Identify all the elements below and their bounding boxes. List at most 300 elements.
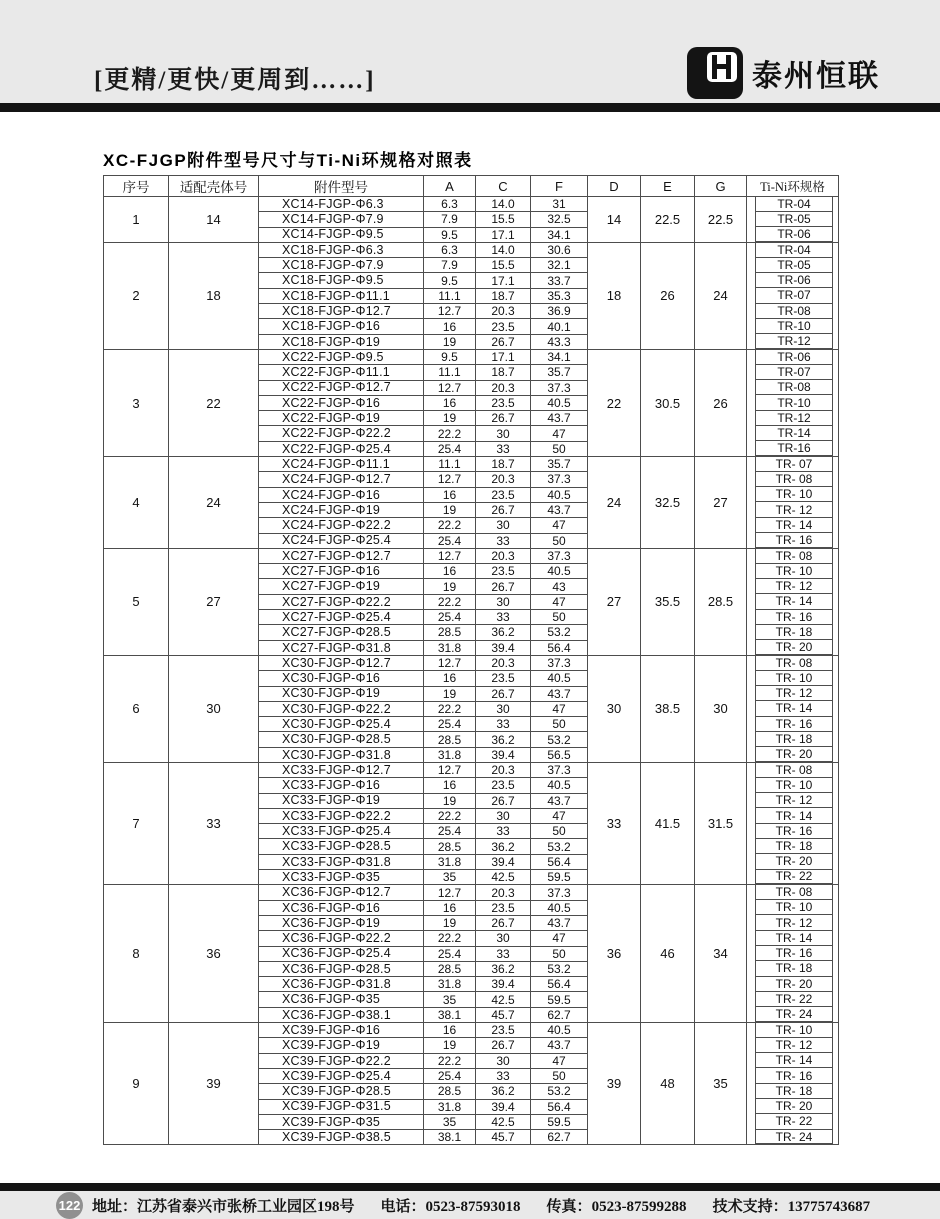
cell-dim-d: 22	[588, 349, 641, 456]
cell-dim-f: 37.3	[531, 548, 588, 563]
cell-tini-ring-spec	[747, 304, 839, 319]
cell-dim-d: 24	[588, 457, 641, 549]
cell-model: XC33-FJGP-Φ22.2	[259, 808, 424, 823]
cell-dim-c: 39.4	[476, 977, 531, 992]
tini-ring-spec-box: TR- 08	[755, 763, 833, 778]
cell-dim-c: 20.3	[476, 304, 531, 319]
cell-tini-ring-spec	[747, 380, 839, 395]
brand-name: 泰州恒联	[752, 60, 880, 93]
tini-ring-spec-box: TR- 10	[755, 778, 833, 793]
cell-dim-f: 43.7	[531, 411, 588, 426]
tini-ring-spec-box: TR- 24	[755, 1007, 833, 1022]
cell-dim-g: 22.5	[695, 197, 747, 243]
tini-ring-spec-box: TR- 14	[755, 1053, 833, 1068]
cell-dim-c: 30	[476, 1053, 531, 1068]
table-row	[104, 548, 839, 563]
cell-model: XC18-FJGP-Φ16	[259, 319, 424, 334]
cell-dim-f: 50	[531, 1068, 588, 1083]
cell-model: XC24-FJGP-Φ25.4	[259, 533, 424, 548]
cell-dim-c: 23.5	[476, 487, 531, 502]
cell-dim-a: 16	[424, 319, 476, 334]
cell-model: XC24-FJGP-Φ16	[259, 487, 424, 502]
cell-tini-ring-spec	[747, 625, 839, 640]
cell-dim-f: 47	[531, 931, 588, 946]
cell-model: XC30-FJGP-Φ16	[259, 671, 424, 686]
cell-dim-a: 28.5	[424, 732, 476, 747]
spec-table	[103, 175, 839, 1145]
cell-dim-a: 25.4	[424, 717, 476, 732]
cell-dim-a: 35	[424, 992, 476, 1007]
tini-ring-spec-box: TR- 18	[755, 1084, 833, 1099]
footer-item-label: 传真：	[546, 1198, 592, 1215]
cell-dim-c: 15.5	[476, 258, 531, 273]
cell-dim-a: 19	[424, 502, 476, 517]
cell-model: XC36-FJGP-Φ25.4	[259, 946, 424, 961]
cell-dim-a: 19	[424, 334, 476, 349]
cell-tini-ring-spec	[747, 365, 839, 380]
cell-dim-a: 22.2	[424, 931, 476, 946]
cell-dim-f: 33.7	[531, 273, 588, 288]
cell-dim-a: 28.5	[424, 839, 476, 854]
tini-ring-spec-box: TR- 08	[755, 885, 833, 900]
cell-dim-f: 62.7	[531, 1130, 588, 1145]
tini-ring-spec-box: TR- 16	[755, 717, 833, 732]
cell-dim-c: 33	[476, 824, 531, 839]
header-slogan: [更精/更快/更周到……]	[94, 67, 376, 94]
cell-tini-ring-spec	[747, 762, 839, 777]
cell-dim-c: 26.7	[476, 793, 531, 808]
cell-model: XC18-FJGP-Φ6.3	[259, 242, 424, 257]
cell-group-no: 5	[104, 548, 169, 655]
cell-dim-e: 41.5	[641, 762, 695, 884]
cell-dim-a: 9.5	[424, 349, 476, 364]
cell-dim-f: 37.3	[531, 762, 588, 777]
cell-dim-d: 39	[588, 1023, 641, 1145]
cell-model: XC36-FJGP-Φ19	[259, 915, 424, 930]
footer-item	[547, 1199, 687, 1215]
tini-ring-spec-box: TR-05	[755, 258, 833, 273]
cell-shell-no: 18	[169, 242, 259, 349]
tini-ring-spec-box: TR-10	[755, 395, 833, 410]
cell-dim-f: 50	[531, 533, 588, 548]
cell-model: XC39-FJGP-Φ22.2	[259, 1053, 424, 1068]
cell-tini-ring-spec	[747, 1023, 839, 1038]
tini-ring-spec-box: TR- 10	[755, 487, 833, 502]
cell-tini-ring-spec	[747, 472, 839, 487]
cell-dim-f: 47	[531, 1053, 588, 1068]
cell-tini-ring-spec	[747, 885, 839, 900]
cell-tini-ring-spec	[747, 977, 839, 992]
header-divider	[0, 103, 940, 112]
footer-item-value: 0523-87593018	[425, 1198, 521, 1215]
tini-ring-spec-box: TR-12	[755, 334, 833, 349]
cell-dim-a: 19	[424, 579, 476, 594]
cell-dim-c: 33	[476, 946, 531, 961]
cell-dim-f: 53.2	[531, 732, 588, 747]
cell-dim-f: 40.5	[531, 900, 588, 915]
cell-dim-g: 27	[695, 457, 747, 549]
cell-model: XC30-FJGP-Φ19	[259, 686, 424, 701]
cell-dim-d: 33	[588, 762, 641, 884]
spec-table-head	[104, 176, 839, 197]
footer-item-label: 电话：	[380, 1198, 426, 1215]
cell-dim-a: 25.4	[424, 1068, 476, 1083]
table-row	[104, 762, 839, 777]
tini-ring-spec-box: TR- 18	[755, 961, 833, 976]
tini-ring-spec-box: TR- 14	[755, 518, 833, 533]
cell-dim-a: 16	[424, 564, 476, 579]
cell-model: XC39-FJGP-Φ25.4	[259, 1068, 424, 1083]
cell-dim-g: 34	[695, 885, 747, 1023]
cell-dim-e: 38.5	[641, 655, 695, 762]
column-header: 适配壳体号	[169, 176, 259, 197]
cell-dim-c: 20.3	[476, 885, 531, 900]
cell-dim-a: 16	[424, 487, 476, 502]
page-title: XC-FJGP附件型号尺寸与Ti-Ni环规格对照表	[103, 151, 473, 170]
table-row	[104, 457, 839, 472]
tini-ring-spec-box: TR-04	[755, 243, 833, 258]
cell-dim-d: 30	[588, 655, 641, 762]
cell-dim-c: 26.7	[476, 334, 531, 349]
tini-ring-spec-box: TR-10	[755, 319, 833, 334]
cell-dim-a: 12.7	[424, 548, 476, 563]
cell-dim-e: 30.5	[641, 349, 695, 456]
cell-dim-c: 26.7	[476, 1038, 531, 1053]
tini-ring-spec-box: TR- 16	[755, 946, 833, 961]
cell-dim-f: 62.7	[531, 1007, 588, 1022]
tini-ring-spec-box: TR-04	[755, 197, 833, 212]
cell-dim-f: 40.5	[531, 395, 588, 410]
cell-dim-e: 32.5	[641, 457, 695, 549]
tini-ring-spec-box: TR- 20	[755, 640, 833, 655]
cell-group-no: 8	[104, 885, 169, 1023]
cell-dim-c: 42.5	[476, 992, 531, 1007]
cell-dim-c: 36.2	[476, 961, 531, 976]
cell-dim-f: 43.3	[531, 334, 588, 349]
cell-dim-c: 36.2	[476, 1084, 531, 1099]
cell-model: XC14-FJGP-Φ9.5	[259, 227, 424, 242]
cell-dim-c: 17.1	[476, 273, 531, 288]
cell-model: XC30-FJGP-Φ28.5	[259, 732, 424, 747]
cell-shell-no: 27	[169, 548, 259, 655]
cell-group-no: 9	[104, 1023, 169, 1145]
cell-dim-a: 16	[424, 778, 476, 793]
tini-ring-spec-box: TR- 16	[755, 1068, 833, 1083]
cell-model: XC18-FJGP-Φ19	[259, 334, 424, 349]
cell-dim-c: 36.2	[476, 732, 531, 747]
cell-dim-a: 25.4	[424, 946, 476, 961]
cell-tini-ring-spec	[747, 1099, 839, 1114]
cell-tini-ring-spec	[747, 640, 839, 655]
cell-model: XC22-FJGP-Φ19	[259, 411, 424, 426]
cell-dim-c: 30	[476, 808, 531, 823]
cell-dim-c: 33	[476, 1068, 531, 1083]
cell-model: XC27-FJGP-Φ28.5	[259, 625, 424, 640]
cell-model: XC30-FJGP-Φ31.8	[259, 747, 424, 762]
cell-dim-c: 30	[476, 518, 531, 533]
cell-dim-f: 47	[531, 426, 588, 441]
footer-contact	[92, 1195, 896, 1216]
tini-ring-spec-box: TR-14	[755, 426, 833, 441]
tini-ring-spec-box: TR- 12	[755, 686, 833, 701]
cell-model: XC36-FJGP-Φ12.7	[259, 885, 424, 900]
tini-ring-spec-box: TR- 20	[755, 747, 833, 762]
cell-dim-f: 59.5	[531, 1114, 588, 1129]
cell-model: XC33-FJGP-Φ16	[259, 778, 424, 793]
cell-dim-f: 31	[531, 197, 588, 212]
cell-dim-f: 37.3	[531, 380, 588, 395]
cell-dim-c: 36.2	[476, 839, 531, 854]
footer-item	[381, 1199, 521, 1215]
tini-ring-spec-box: TR-06	[755, 227, 833, 242]
tini-ring-spec-box: TR- 20	[755, 977, 833, 992]
cell-model: XC27-FJGP-Φ16	[259, 564, 424, 579]
cell-dim-c: 18.7	[476, 457, 531, 472]
cell-tini-ring-spec	[747, 961, 839, 976]
cell-dim-c: 26.7	[476, 686, 531, 701]
cell-dim-c: 42.5	[476, 1114, 531, 1129]
cell-tini-ring-spec	[747, 411, 839, 426]
tini-ring-spec-box: TR-16	[755, 441, 833, 456]
brand-block	[687, 47, 880, 99]
cell-model: XC33-FJGP-Φ28.5	[259, 839, 424, 854]
cell-tini-ring-spec	[747, 854, 839, 869]
cell-shell-no: 36	[169, 885, 259, 1023]
cell-tini-ring-spec	[747, 824, 839, 839]
column-header: 序号	[104, 176, 169, 197]
cell-tini-ring-spec	[747, 197, 839, 212]
cell-dim-d: 14	[588, 197, 641, 243]
cell-dim-c: 17.1	[476, 227, 531, 242]
tini-ring-spec-box: TR- 18	[755, 839, 833, 854]
footer-divider	[0, 1183, 940, 1191]
cell-dim-a: 31.8	[424, 640, 476, 655]
cell-dim-a: 12.7	[424, 655, 476, 670]
cell-dim-e: 46	[641, 885, 695, 1023]
table-row	[104, 197, 839, 212]
cell-model: XC18-FJGP-Φ11.1	[259, 288, 424, 303]
cell-dim-c: 45.7	[476, 1007, 531, 1022]
cell-dim-c: 39.4	[476, 640, 531, 655]
cell-dim-f: 50	[531, 824, 588, 839]
cell-model: XC39-FJGP-Φ35	[259, 1114, 424, 1129]
cell-dim-d: 18	[588, 242, 641, 349]
cell-dim-a: 22.2	[424, 808, 476, 823]
footer-item-label: 技术支持：	[712, 1198, 788, 1215]
cell-dim-f: 43.7	[531, 502, 588, 517]
cell-dim-f: 59.5	[531, 870, 588, 885]
tini-ring-spec-box: TR- 20	[755, 854, 833, 869]
cell-dim-f: 34.1	[531, 227, 588, 242]
cell-tini-ring-spec	[747, 395, 839, 410]
cell-dim-f: 35.7	[531, 457, 588, 472]
cell-tini-ring-spec	[747, 1068, 839, 1083]
cell-dim-a: 28.5	[424, 961, 476, 976]
cell-dim-a: 12.7	[424, 380, 476, 395]
cell-tini-ring-spec	[747, 441, 839, 456]
cell-model: XC30-FJGP-Φ22.2	[259, 701, 424, 716]
cell-model: XC22-FJGP-Φ25.4	[259, 441, 424, 456]
cell-tini-ring-spec	[747, 242, 839, 257]
cell-dim-c: 18.7	[476, 365, 531, 380]
cell-dim-a: 38.1	[424, 1007, 476, 1022]
tini-ring-spec-box: TR- 18	[755, 625, 833, 640]
cell-dim-f: 43.7	[531, 793, 588, 808]
cell-model: XC14-FJGP-Φ7.9	[259, 212, 424, 227]
cell-dim-c: 23.5	[476, 564, 531, 579]
cell-dim-f: 40.5	[531, 671, 588, 686]
cell-dim-a: 31.8	[424, 747, 476, 762]
column-header: D	[588, 176, 641, 197]
cell-dim-f: 32.1	[531, 258, 588, 273]
column-header: Ti-Ni环规格	[747, 176, 839, 197]
cell-dim-f: 47	[531, 808, 588, 823]
tini-ring-spec-box: TR-08	[755, 304, 833, 319]
cell-tini-ring-spec	[747, 457, 839, 472]
table-row	[104, 242, 839, 257]
cell-tini-ring-spec	[747, 1114, 839, 1129]
cell-tini-ring-spec	[747, 732, 839, 747]
cell-dim-c: 23.5	[476, 778, 531, 793]
cell-model: XC27-FJGP-Φ12.7	[259, 548, 424, 563]
cell-dim-g: 30	[695, 655, 747, 762]
cell-dim-a: 7.9	[424, 258, 476, 273]
cell-dim-c: 23.5	[476, 1023, 531, 1038]
cell-dim-c: 39.4	[476, 854, 531, 869]
cell-dim-a: 35	[424, 1114, 476, 1129]
cell-dim-d: 27	[588, 548, 641, 655]
table-row	[104, 655, 839, 670]
cell-dim-f: 40.5	[531, 564, 588, 579]
cell-dim-c: 30	[476, 426, 531, 441]
cell-tini-ring-spec	[747, 717, 839, 732]
cell-model: XC22-FJGP-Φ16	[259, 395, 424, 410]
cell-tini-ring-spec	[747, 701, 839, 716]
cell-tini-ring-spec	[747, 1038, 839, 1053]
cell-model: XC27-FJGP-Φ19	[259, 579, 424, 594]
cell-dim-c: 20.3	[476, 762, 531, 777]
cell-dim-a: 28.5	[424, 1084, 476, 1099]
tini-ring-spec-box: TR- 10	[755, 1023, 833, 1038]
cell-dim-c: 14.0	[476, 197, 531, 212]
cell-dim-c: 23.5	[476, 395, 531, 410]
cell-model: XC27-FJGP-Φ22.2	[259, 594, 424, 609]
cell-dim-a: 16	[424, 1023, 476, 1038]
cell-tini-ring-spec	[747, 1053, 839, 1068]
cell-tini-ring-spec	[747, 686, 839, 701]
cell-tini-ring-spec	[747, 579, 839, 594]
cell-tini-ring-spec	[747, 533, 839, 548]
tini-ring-spec-box: TR- 12	[755, 502, 833, 517]
cell-dim-f: 35.7	[531, 365, 588, 380]
cell-dim-f: 43	[531, 579, 588, 594]
cell-dim-c: 20.3	[476, 380, 531, 395]
cell-dim-c: 36.2	[476, 625, 531, 640]
cell-model: XC39-FJGP-Φ31.5	[259, 1099, 424, 1114]
table-row	[104, 1023, 839, 1038]
cell-dim-a: 25.4	[424, 441, 476, 456]
cell-dim-f: 36.9	[531, 304, 588, 319]
cell-dim-a: 19	[424, 915, 476, 930]
tini-ring-spec-box: TR-05	[755, 212, 833, 227]
cell-dim-e: 48	[641, 1023, 695, 1145]
cell-dim-f: 43.7	[531, 915, 588, 930]
cell-tini-ring-spec	[747, 931, 839, 946]
cell-model: XC33-FJGP-Φ12.7	[259, 762, 424, 777]
cell-tini-ring-spec	[747, 548, 839, 563]
cell-dim-f: 37.3	[531, 472, 588, 487]
cell-tini-ring-spec	[747, 946, 839, 961]
cell-model: XC30-FJGP-Φ25.4	[259, 717, 424, 732]
cell-dim-f: 53.2	[531, 839, 588, 854]
cell-model: XC24-FJGP-Φ19	[259, 502, 424, 517]
cell-dim-a: 31.8	[424, 854, 476, 869]
tini-ring-spec-box: TR- 08	[755, 472, 833, 487]
page-header	[0, 0, 940, 103]
footer-item-value: 0523-87599288	[591, 1198, 687, 1215]
cell-group-no: 2	[104, 242, 169, 349]
cell-dim-f: 56.4	[531, 640, 588, 655]
cell-dim-g: 28.5	[695, 548, 747, 655]
tini-ring-spec-box: TR- 22	[755, 1114, 833, 1129]
cell-dim-c: 45.7	[476, 1130, 531, 1145]
cell-dim-c: 20.3	[476, 655, 531, 670]
cell-dim-a: 31.8	[424, 977, 476, 992]
cell-model: XC22-FJGP-Φ22.2	[259, 426, 424, 441]
cell-shell-no: 33	[169, 762, 259, 884]
page-number-badge: 122	[56, 1192, 83, 1219]
cell-dim-e: 35.5	[641, 548, 695, 655]
tini-ring-spec-box: TR- 12	[755, 1038, 833, 1053]
cell-model: XC33-FJGP-Φ25.4	[259, 824, 424, 839]
tini-ring-spec-box: TR-07	[755, 365, 833, 380]
cell-tini-ring-spec	[747, 1084, 839, 1099]
cell-dim-f: 37.3	[531, 655, 588, 670]
cell-dim-f: 56.5	[531, 747, 588, 762]
footer-item	[92, 1199, 355, 1215]
cell-dim-a: 22.2	[424, 1053, 476, 1068]
cell-dim-c: 26.7	[476, 502, 531, 517]
cell-shell-no: 14	[169, 197, 259, 243]
cell-tini-ring-spec	[747, 212, 839, 227]
cell-tini-ring-spec	[747, 334, 839, 349]
cell-tini-ring-spec	[747, 594, 839, 609]
cell-dim-a: 19	[424, 686, 476, 701]
tini-ring-spec-box: TR- 14	[755, 701, 833, 716]
cell-dim-f: 53.2	[531, 961, 588, 976]
cell-model: XC24-FJGP-Φ22.2	[259, 518, 424, 533]
cell-dim-f: 50	[531, 946, 588, 961]
cell-model: XC30-FJGP-Φ12.7	[259, 655, 424, 670]
cell-tini-ring-spec	[747, 610, 839, 625]
cell-dim-a: 22.2	[424, 701, 476, 716]
cell-dim-f: 40.5	[531, 487, 588, 502]
cell-dim-a: 28.5	[424, 625, 476, 640]
cell-dim-a: 11.1	[424, 365, 476, 380]
cell-dim-a: 11.1	[424, 457, 476, 472]
cell-dim-c: 23.5	[476, 900, 531, 915]
cell-dim-a: 19	[424, 1038, 476, 1053]
cell-dim-a: 22.2	[424, 426, 476, 441]
cell-dim-c: 42.5	[476, 870, 531, 885]
cell-dim-c: 26.7	[476, 411, 531, 426]
tini-ring-spec-box: TR- 14	[755, 594, 833, 609]
cell-tini-ring-spec	[747, 808, 839, 823]
cell-dim-c: 39.4	[476, 747, 531, 762]
cell-dim-f: 50	[531, 717, 588, 732]
cell-dim-a: 11.1	[424, 288, 476, 303]
tini-ring-spec-box: TR- 10	[755, 900, 833, 915]
